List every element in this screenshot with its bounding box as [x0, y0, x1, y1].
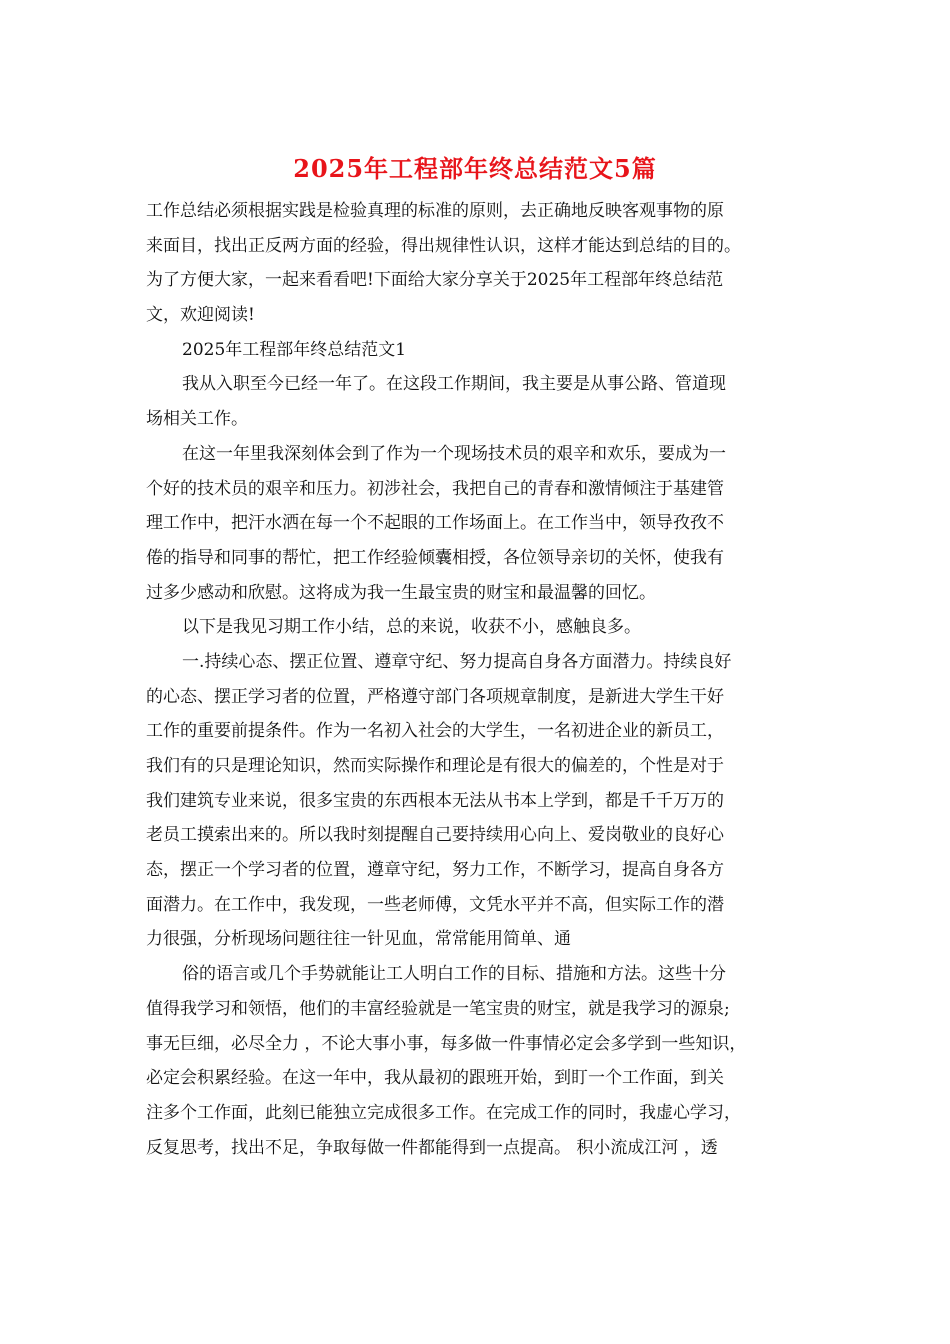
body-text-line: 注多个工作面，此刻已能独立完成很多工作。在完成工作的同时，我虚心学习， — [146, 1102, 741, 1123]
document-body — [146, 194, 806, 1165]
body-text-line: 态，摆正一个学习者的位置，遵章守纪，努力工作，不断学习，提高自身各方 — [146, 860, 724, 881]
body-text-line: 我从入职至今已经一年了。在这段工作期间，我主要是从事公路、管道现 — [182, 374, 726, 395]
body-text-line: 2025年工程部年终总结范文1 — [182, 339, 407, 360]
body-text-line: 工作的重要前提条件。作为一名初入社会的大学生，一名初进企业的新员工， — [146, 721, 724, 742]
body-text-line: 一.持续心态、摆正位置、遵章守纪、努力提高自身各方面潜力。持续良好 — [182, 651, 732, 672]
body-text-line: 个好的技术员的艰辛和压力。初涉社会，我把自己的青春和激情倾注于基建管 — [146, 478, 724, 499]
body-text-line: 在这一年里我深刻体会到了作为一个现场技术员的艰辛和欢乐，要成为一 — [182, 443, 726, 464]
body-text-line: 俗的语言或几个手势就能让工人明白工作的目标、措施和方法。这些十分 — [182, 964, 726, 985]
body-text-line: 必定会积累经验。在这一年中，我从最初的跟班开始，到盯一个工作面，到关 — [146, 1068, 724, 1089]
body-text-line: 力很强，分析现场问题往往一针见血，常常能用简单、通 — [146, 929, 571, 950]
body-text-line: 理工作中，把汗水洒在每一个不起眼的工作场面上。在工作当中，领导孜孜不 — [146, 513, 724, 534]
body-text-line: 我们建筑专业来说，很多宝贵的东西根本无法从书本上学到，都是千千万万的 — [146, 790, 724, 811]
body-text-line: 老员工摸索出来的。所以我时刻提醒自己要持续用心向上、爱岗敬业的良好心 — [146, 825, 724, 846]
body-text-line: 以下是我见习期工作小结，总的来说，收获不小，感触良多。 — [182, 617, 641, 638]
body-text-line: 文，欢迎阅读! — [146, 305, 255, 326]
body-text-line: 来面目，找出正反两方面的经验，得出规律性认识，这样才能达到总结的目的。 — [146, 235, 741, 256]
body-text-line: 为了方便大家，一起来看看吧!下面给大家分享关于2025年工程部年终总结范 — [146, 270, 724, 291]
body-text-line: 面潜力。在工作中，我发现，一些老师傅，文凭水平并不高，但实际工作的潜 — [146, 894, 724, 915]
body-text-line: 事无巨细，必尽全力 ，不论大事小事，每多做一件事情必定会多学到一些知识， — [146, 1033, 747, 1054]
body-text-line: 场相关工作。 — [146, 409, 248, 430]
document-title: 2025年工程部年终总结范文5篇 — [293, 154, 657, 183]
body-text-line: 反复思考，找出不足，争取每做一件都能得到一点提高。 积小流成江河 ，透 — [146, 1137, 718, 1158]
body-text-line: 过多少感动和欣慰。这将成为我一生最宝贵的财宝和最温馨的回忆。 — [146, 582, 656, 603]
body-text-line: 的心态、摆正学习者的位置，严格遵守部门各项规章制度，是新进大学生干好 — [146, 686, 724, 707]
body-text-line: 倦的指导和同事的帮忙，把工作经验倾囊相授，各位领导亲切的关怀，使我有 — [146, 547, 724, 568]
body-text-line: 我们有的只是理论知识，然而实际操作和理论是有很大的偏差的，个性是对于 — [146, 756, 724, 776]
body-text-line: 工作总结必须根据实践是检验真理的标准的原则，去正确地反映客观事物的原 — [146, 201, 724, 221]
body-text-line: 值得我学习和领悟，他们的丰富经验就是一笔宝贵的财宝，就是我学习的源泉; — [146, 998, 730, 1019]
